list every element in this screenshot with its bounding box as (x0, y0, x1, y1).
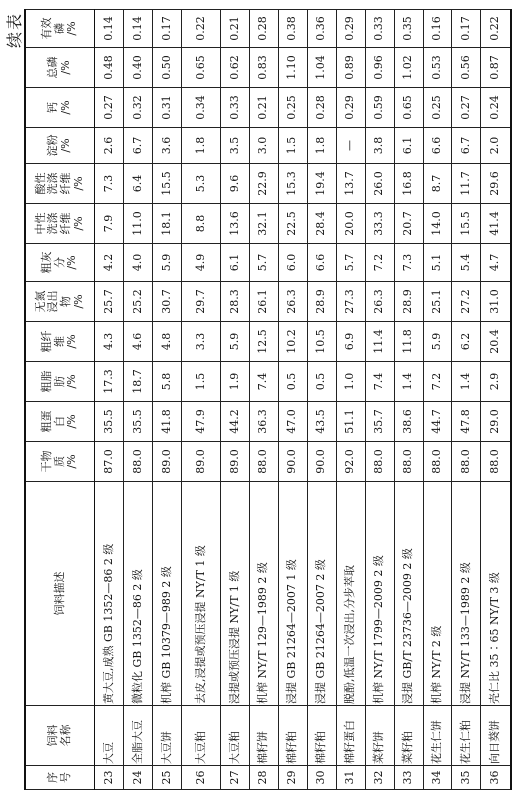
value-cell: 30.7 (152, 282, 181, 322)
table-row (423, 10, 452, 790)
feed-description: 机榨 NY/T 2 级 (423, 482, 452, 706)
value-cell: 16.8 (394, 164, 423, 204)
header-col-4: 无氮 浸出 物 /% (25, 282, 95, 322)
value-cell: 38.6 (394, 402, 423, 442)
table-row (123, 10, 152, 790)
value-cell: 6.2 (452, 322, 481, 362)
table-row (452, 10, 481, 790)
value-cell: 41.4 (481, 204, 511, 244)
header-col-7: 酸性 洗涤 纤维 /% (25, 164, 95, 204)
value-cell: 7.2 (423, 362, 452, 402)
table-row (220, 10, 249, 790)
value-cell: 1.5 (278, 128, 307, 164)
value-cell: 25.7 (95, 282, 124, 322)
feed-composition-table (24, 9, 512, 790)
value-cell: 32.1 (249, 204, 278, 244)
feed-description: 脱酚,低温一次浸出,分步萃取 (336, 482, 365, 706)
value-cell: 15.5 (452, 204, 481, 244)
value-cell: 89.0 (152, 442, 181, 482)
value-cell: 3.0 (249, 128, 278, 164)
value-cell: 22.5 (278, 204, 307, 244)
value-cell: 90.0 (307, 442, 336, 482)
value-cell: 0.25 (423, 88, 452, 128)
value-cell: 6.1 (220, 244, 249, 282)
value-cell: 0.96 (365, 48, 394, 88)
value-cell: 13.6 (220, 204, 249, 244)
value-cell: 17.3 (95, 362, 124, 402)
value-cell: 27.2 (452, 282, 481, 322)
value-cell: 22.9 (249, 164, 278, 204)
value-cell: 41.8 (152, 402, 181, 442)
value-cell: 8.8 (181, 204, 220, 244)
value-cell: 0.65 (394, 88, 423, 128)
value-cell: 19.4 (307, 164, 336, 204)
value-cell: 4.7 (481, 244, 511, 282)
feed-name: 大豆 (95, 706, 124, 766)
value-cell: 1.4 (452, 362, 481, 402)
feed-description: 壳仁比 35∶65 NY/T 3 级 (481, 482, 511, 706)
table-header (25, 10, 95, 790)
value-cell: 12.5 (249, 322, 278, 362)
value-cell: 26.3 (278, 282, 307, 322)
value-cell: 44.7 (423, 402, 452, 442)
value-cell: 88.0 (394, 442, 423, 482)
value-cell: 6.6 (423, 128, 452, 164)
value-cell: 0.17 (452, 10, 481, 48)
table-row (278, 10, 307, 790)
value-cell: 29.0 (481, 402, 511, 442)
header-col-6: 中性 洗涤 纤维 /% (25, 204, 95, 244)
feed-description: 微粒化 GB 1352—86 2 级 (123, 482, 152, 706)
header-col-1: 粗蛋 白 /% (25, 402, 95, 442)
value-cell: 14.0 (423, 204, 452, 244)
table-row (181, 10, 220, 790)
table-row (152, 10, 181, 790)
table-row (95, 10, 124, 790)
value-cell: 0.14 (95, 10, 124, 48)
feed-name: 棉籽粕 (278, 706, 307, 766)
feed-description: 机榨 NY/T 1799—2009 2 级 (365, 482, 394, 706)
value-cell: 0.35 (394, 10, 423, 48)
value-cell: 0.25 (278, 88, 307, 128)
value-cell: 0.5 (278, 362, 307, 402)
feed-description: 黄大豆,成熟 GB 1352—86 2 级 (95, 482, 124, 706)
value-cell: 0.32 (123, 88, 152, 128)
value-cell: 0.62 (220, 48, 249, 88)
feed-name: 全脂大豆 (123, 706, 152, 766)
feed-name: 花生仁粕 (452, 706, 481, 766)
value-cell: 18.7 (123, 362, 152, 402)
row-no: 28 (249, 766, 278, 790)
value-cell: 6.0 (278, 244, 307, 282)
header-col-9: 钙 /% (25, 88, 95, 128)
feed-name: 棉籽饼 (249, 706, 278, 766)
value-cell: 0.48 (95, 48, 124, 88)
header-col-5: 粗灰 分 /% (25, 244, 95, 282)
value-cell: 3.3 (181, 322, 220, 362)
value-cell: 4.8 (152, 322, 181, 362)
value-cell: 20.7 (394, 204, 423, 244)
value-cell: 4.2 (95, 244, 124, 282)
value-cell: 0.22 (481, 10, 511, 48)
header-feed-name: 饲料 名称 (25, 706, 95, 766)
value-cell: 11.8 (394, 322, 423, 362)
value-cell: 0.14 (123, 10, 152, 48)
feed-name: 向日葵饼 (481, 706, 511, 766)
value-cell: 51.1 (336, 402, 365, 442)
value-cell: 44.2 (220, 402, 249, 442)
header-no: 序 号 (25, 766, 95, 790)
value-cell: 7.3 (95, 164, 124, 204)
value-cell: 5.1 (423, 244, 452, 282)
value-cell: 6.1 (394, 128, 423, 164)
value-cell: 0.17 (152, 10, 181, 48)
value-cell: 87.0 (95, 442, 124, 482)
value-cell: 47.9 (181, 402, 220, 442)
value-cell: 0.59 (365, 88, 394, 128)
value-cell: 47.8 (452, 402, 481, 442)
header-col-10: 总磷 /% (25, 48, 95, 88)
header-col-2: 粗脂 肪 /% (25, 362, 95, 402)
value-cell: 28.9 (307, 282, 336, 322)
value-cell: 1.02 (394, 48, 423, 88)
value-cell: 88.0 (423, 442, 452, 482)
row-no: 36 (481, 766, 511, 790)
value-cell: 13.7 (336, 164, 365, 204)
value-cell: 15.5 (152, 164, 181, 204)
feed-description: 浸提 NY/T 133—1989 2 级 (452, 482, 481, 706)
row-no: 35 (452, 766, 481, 790)
feed-description: 浸提 GB 21264—2007 1 级 (278, 482, 307, 706)
value-cell: 5.9 (423, 322, 452, 362)
table-row (394, 10, 423, 790)
value-cell: 5.8 (152, 362, 181, 402)
value-cell: 89.0 (181, 442, 220, 482)
row-no: 23 (95, 766, 124, 790)
value-cell: 28.9 (394, 282, 423, 322)
value-cell: 43.5 (307, 402, 336, 442)
feed-name: 棉籽蛋白 (336, 706, 365, 766)
value-cell: 0.21 (220, 10, 249, 48)
value-cell: 7.2 (365, 244, 394, 282)
value-cell: 15.3 (278, 164, 307, 204)
table-row (336, 10, 365, 790)
value-cell: 0.27 (452, 88, 481, 128)
value-cell: 88.0 (365, 442, 394, 482)
value-cell: 11.0 (123, 204, 152, 244)
value-cell: 5.9 (220, 322, 249, 362)
value-cell: 3.5 (220, 128, 249, 164)
feed-description: 浸提 GB 21264—2007 2 级 (307, 482, 336, 706)
feed-name: 花生仁饼 (423, 706, 452, 766)
value-cell: 0.34 (181, 88, 220, 128)
value-cell: 88.0 (249, 442, 278, 482)
value-cell: 4.0 (123, 244, 152, 282)
header-feed-description: 饲料描述 (25, 482, 95, 706)
value-cell: 1.10 (278, 48, 307, 88)
feed-name: 棉籽粕 (307, 706, 336, 766)
value-cell: 0.22 (181, 10, 220, 48)
value-cell: 6.6 (307, 244, 336, 282)
value-cell: 0.27 (95, 88, 124, 128)
row-no: 29 (278, 766, 307, 790)
value-cell: 92.0 (336, 442, 365, 482)
value-cell: 33.3 (365, 204, 394, 244)
value-cell: 8.7 (423, 164, 452, 204)
header-col-11: 有效 磷 /% (25, 10, 95, 48)
value-cell: 0.36 (307, 10, 336, 48)
value-cell: 5.4 (452, 244, 481, 282)
value-cell: 35.7 (365, 402, 394, 442)
value-cell: 36.3 (249, 402, 278, 442)
value-cell: 1.9 (220, 362, 249, 402)
header-col-8: 淀粉 /% (25, 128, 95, 164)
row-no: 27 (220, 766, 249, 790)
value-cell: 0.16 (423, 10, 452, 48)
value-cell: 4.6 (123, 322, 152, 362)
value-cell: 1.4 (394, 362, 423, 402)
value-cell: 0.89 (336, 48, 365, 88)
table-continued-title: 续表 (5, 12, 24, 49)
table-row (307, 10, 336, 790)
value-cell: 0.87 (481, 48, 511, 88)
row-no: 33 (394, 766, 423, 790)
value-cell: 29.7 (181, 282, 220, 322)
value-cell: 0.53 (423, 48, 452, 88)
value-cell: 6.7 (452, 128, 481, 164)
value-cell: 0.56 (452, 48, 481, 88)
value-cell: 0.31 (152, 88, 181, 128)
value-cell: 0.33 (220, 88, 249, 128)
value-cell: 11.7 (452, 164, 481, 204)
value-cell: 90.0 (278, 442, 307, 482)
value-cell: 5.7 (336, 244, 365, 282)
value-cell: 0.28 (307, 88, 336, 128)
feed-description: 浸提或预压浸提 NY/T 1 级 (220, 482, 249, 706)
value-cell: 7.3 (394, 244, 423, 282)
value-cell: 5.7 (249, 244, 278, 282)
value-cell: 6.9 (336, 322, 365, 362)
feed-name: 大豆粕 (181, 706, 220, 766)
value-cell: 4.3 (95, 322, 124, 362)
value-cell: 0.29 (336, 10, 365, 48)
value-cell: 27.3 (336, 282, 365, 322)
row-no: 30 (307, 766, 336, 790)
value-cell: 0.65 (181, 48, 220, 88)
value-cell: 6.7 (123, 128, 152, 164)
feed-description: 机榨 GB 10379—989 2 级 (152, 482, 181, 706)
value-cell: 0.38 (278, 10, 307, 48)
value-cell: 11.4 (365, 322, 394, 362)
value-cell: 2.6 (95, 128, 124, 164)
value-cell: 18.1 (152, 204, 181, 244)
value-cell: 9.6 (220, 164, 249, 204)
feed-name: 菜籽饼 (365, 706, 394, 766)
feed-description: 去皮,浸提或预压浸提 NY/T 1 级 (181, 482, 220, 706)
feed-name: 大豆粕 (220, 706, 249, 766)
value-cell: 0.21 (249, 88, 278, 128)
value-cell: 5.9 (152, 244, 181, 282)
value-cell: 0.33 (365, 10, 394, 48)
value-cell: 28.3 (220, 282, 249, 322)
value-cell: 1.8 (307, 128, 336, 164)
value-cell: 26.1 (249, 282, 278, 322)
value-cell: 88.0 (452, 442, 481, 482)
value-cell: 0.40 (123, 48, 152, 88)
value-cell: 26.3 (365, 282, 394, 322)
value-cell: 4.9 (181, 244, 220, 282)
value-cell: 7.4 (249, 362, 278, 402)
value-cell: 7.4 (365, 362, 394, 402)
table-row (481, 10, 511, 790)
value-cell: 1.8 (181, 128, 220, 164)
row-no: 31 (336, 766, 365, 790)
feed-name: 大豆饼 (152, 706, 181, 766)
value-cell: 88.0 (481, 442, 511, 482)
value-cell: 0.5 (307, 362, 336, 402)
value-cell: 35.5 (95, 402, 124, 442)
value-cell: 25.2 (123, 282, 152, 322)
value-cell: 6.4 (123, 164, 152, 204)
value-cell: 25.1 (423, 282, 452, 322)
value-cell: 0.28 (249, 10, 278, 48)
value-cell: 20.4 (481, 322, 511, 362)
feed-description: 浸提 GB/T 23736—2009 2 级 (394, 482, 423, 706)
value-cell: 31.0 (481, 282, 511, 322)
value-cell: 7.9 (95, 204, 124, 244)
feed-name: 菜籽粕 (394, 706, 423, 766)
value-cell: 47.0 (278, 402, 307, 442)
value-cell: 1.5 (181, 362, 220, 402)
value-cell: 3.8 (365, 128, 394, 164)
header-col-3: 粗纤 维 /% (25, 322, 95, 362)
value-cell: 0.50 (152, 48, 181, 88)
value-cell: 28.4 (307, 204, 336, 244)
value-cell: 0.83 (249, 48, 278, 88)
table-row (249, 10, 278, 790)
table-row (365, 10, 394, 790)
value-cell: 89.0 (220, 442, 249, 482)
value-cell: 2.9 (481, 362, 511, 402)
feed-description: 机榨 NY/T 129—1989 2 级 (249, 482, 278, 706)
value-cell: 2.0 (481, 128, 511, 164)
value-cell: 3.6 (152, 128, 181, 164)
row-no: 24 (123, 766, 152, 790)
row-no: 25 (152, 766, 181, 790)
value-cell: 5.3 (181, 164, 220, 204)
value-cell: 20.0 (336, 204, 365, 244)
row-no: 32 (365, 766, 394, 790)
header-col-0: 干物 质 /% (25, 442, 95, 482)
value-cell: 29.6 (481, 164, 511, 204)
value-cell: 26.0 (365, 164, 394, 204)
value-cell: 10.2 (278, 322, 307, 362)
value-cell: 0.24 (481, 88, 511, 128)
row-no: 34 (423, 766, 452, 790)
value-cell: 1.0 (336, 362, 365, 402)
value-cell: — (336, 128, 365, 164)
value-cell: 35.5 (123, 402, 152, 442)
value-cell: 88.0 (123, 442, 152, 482)
row-no: 26 (181, 766, 220, 790)
value-cell: 0.29 (336, 88, 365, 128)
table-body (95, 10, 512, 790)
value-cell: 10.5 (307, 322, 336, 362)
value-cell: 1.04 (307, 48, 336, 88)
